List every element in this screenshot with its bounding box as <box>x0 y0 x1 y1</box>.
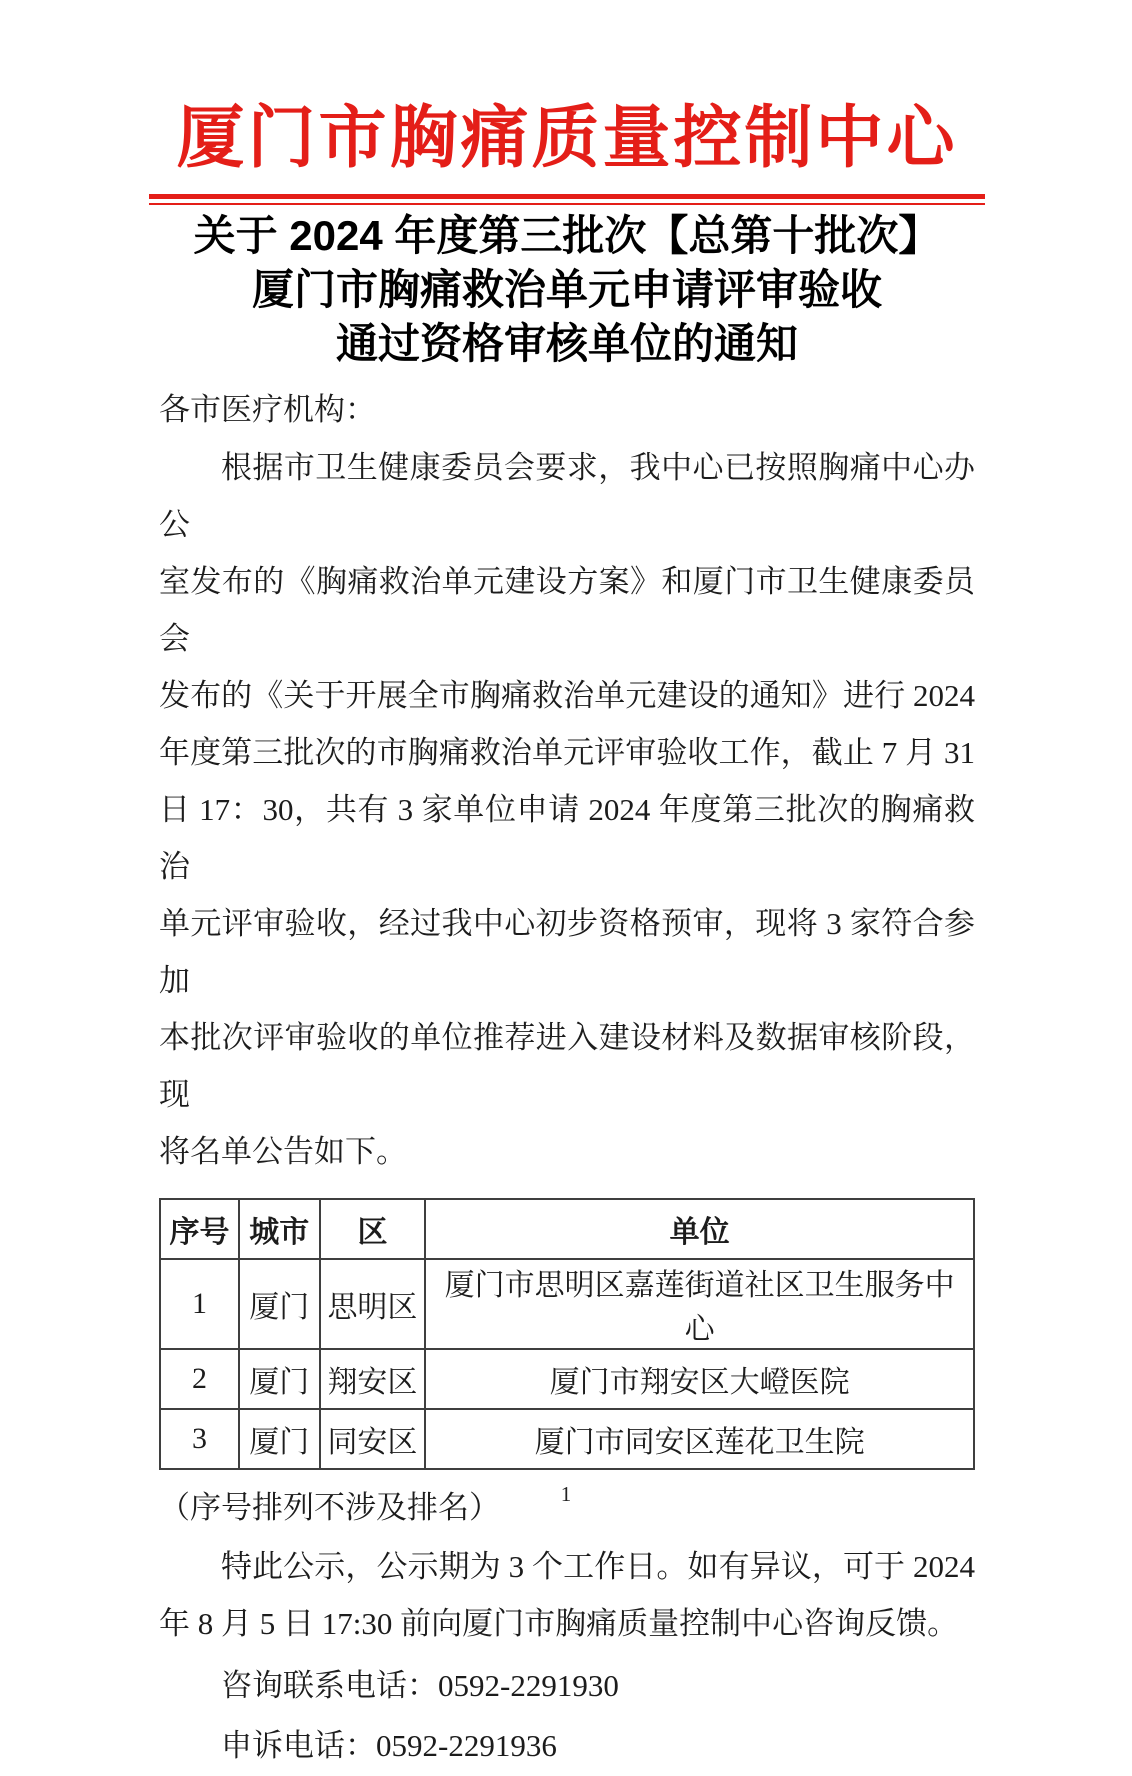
paragraph-line: 发布的《关于开展全市胸痛救治单元建设的通知》进行 2024 <box>159 678 975 713</box>
main-paragraph <box>159 439 975 1180</box>
cell-seq: 2 <box>160 1349 239 1409</box>
cell-seq: 3 <box>160 1409 239 1469</box>
notice-title-line-2: 厦门市胸痛救治单元申请评审验收 <box>251 266 882 313</box>
cell-unit: 厦门市同安区莲花卫生院 <box>425 1409 974 1469</box>
closing-paragraph <box>159 1538 975 1652</box>
consult-phone-number: 0592-2291930 <box>438 1668 619 1703</box>
cell-district: 同安区 <box>320 1409 426 1469</box>
page-number: 1 <box>560 1482 572 1506</box>
cell-district: 思明区 <box>320 1259 426 1349</box>
cell-unit: 厦门市思明区嘉莲街道社区卫生服务中心 <box>425 1259 974 1349</box>
paragraph-line: 单元评审验收，经过我中心初步资格预审，现将 3 家符合参加 <box>159 906 975 998</box>
contact-block <box>159 1656 975 1776</box>
cell-district: 翔安区 <box>320 1349 426 1409</box>
consult-phone-label: 咨询联系电话： <box>221 1668 438 1703</box>
column-header-city: 城市 <box>239 1199 320 1259</box>
paragraph-line: 本批次评审验收的单位推荐进入建设材料及数据审核阶段，现 <box>159 1020 975 1112</box>
table-row <box>160 1259 974 1349</box>
closing-line: 特此公示，公示期为 3 个工作日。如有异议，可于 2024 <box>221 1549 975 1584</box>
cell-seq: 1 <box>160 1259 239 1349</box>
table-row <box>160 1349 974 1409</box>
column-header-seq: 序号 <box>160 1199 239 1259</box>
appeal-phone-line <box>159 1716 975 1776</box>
org-title: 厦门市胸痛质量控制中心 <box>176 100 958 176</box>
cell-city: 厦门 <box>239 1349 320 1409</box>
table-header-row <box>160 1199 974 1259</box>
paragraph-line: 将名单公告如下。 <box>159 1134 407 1169</box>
cell-city: 厦门 <box>239 1259 320 1349</box>
appeal-phone-number: 0592-2291936 <box>376 1728 557 1763</box>
consult-phone-line <box>159 1656 975 1716</box>
cell-unit: 厦门市翔安区大嶝医院 <box>425 1349 974 1409</box>
letterhead-rule-thick <box>149 194 985 199</box>
column-header-unit: 单位 <box>425 1199 974 1259</box>
paragraph-line: 室发布的《胸痛救治单元建设方案》和厦门市卫生健康委员会 <box>159 564 975 656</box>
cell-city: 厦门 <box>239 1409 320 1469</box>
notice-title-line-1: 关于 2024 年度第三批次【总第十批次】 <box>193 212 941 259</box>
ranking-disclaimer: （序号排列不涉及排名） <box>159 1490 500 1525</box>
table-row <box>160 1409 974 1469</box>
closing-line: 年 8 月 5 日 17:30 前向厦门市胸痛质量控制中心咨询反馈。 <box>159 1606 959 1641</box>
notice-title-line-3: 通过资格审核单位的通知 <box>335 320 798 367</box>
letterhead-rule-thin <box>149 203 985 205</box>
appeal-phone-label: 申诉电话： <box>221 1728 376 1763</box>
column-header-district: 区 <box>320 1199 426 1259</box>
paragraph-line: 年度第三批次的市胸痛救治单元评审验收工作，截止 7 月 31 <box>159 735 975 770</box>
notice-title <box>159 209 975 371</box>
paragraph-line: 日 17：30，共有 3 家单位申请 2024 年度第三批次的胸痛救治 <box>159 792 975 884</box>
salutation: 各市医疗机构： <box>159 392 376 427</box>
letterhead <box>159 0 975 205</box>
qualified-units-table <box>159 1198 975 1470</box>
paragraph-line: 根据市卫生健康委员会要求，我中心已按照胸痛中心办公 <box>159 450 975 542</box>
